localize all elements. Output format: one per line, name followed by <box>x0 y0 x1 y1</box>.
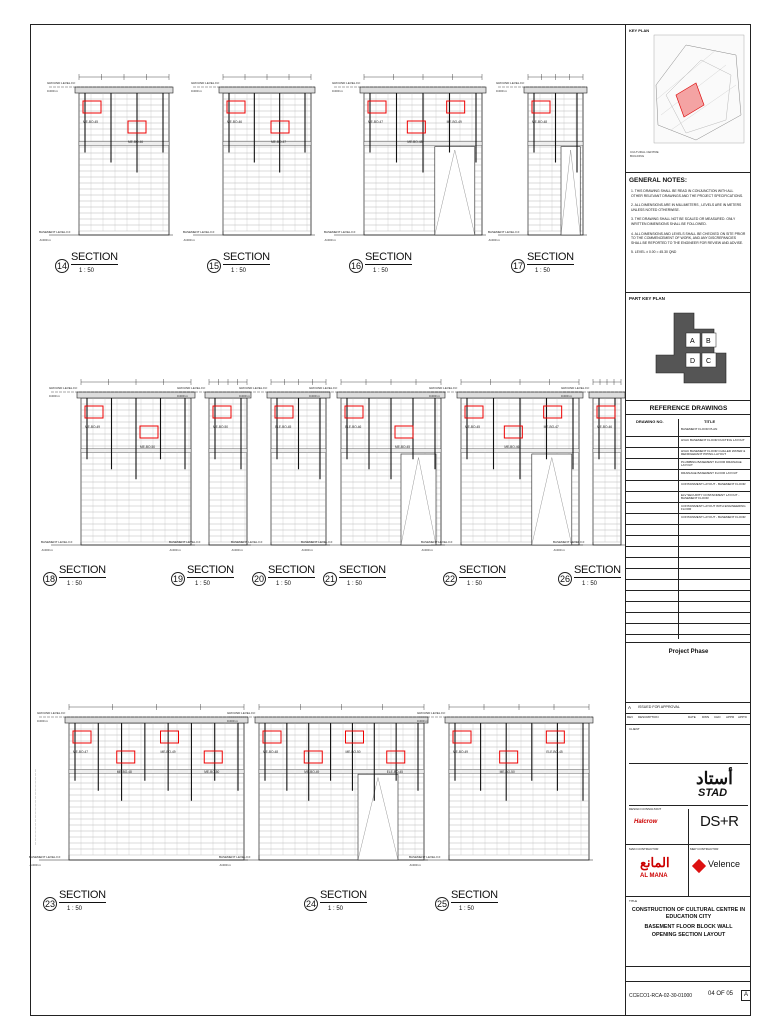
reference-title: DRAINAGE BASEMENT FLOOR LAYOUT <box>681 471 738 475</box>
ground-level-label: GROUND LEVEL F.F <box>37 711 66 715</box>
ground-level-label: GROUND LEVEL F.F <box>429 386 458 390</box>
reference-row <box>626 503 751 514</box>
project-title: CONSTRUCTION OF CULTURAL CENTRE IN EDUCATION CITY <box>631 907 746 920</box>
section-14-drawing <box>39 74 173 242</box>
opening-tag: ME-BO-46 <box>597 425 613 429</box>
basement-level-value: -6.000 m <box>169 548 181 552</box>
basement-level-value: -6.000 m <box>39 238 51 242</box>
sheet-side-notes: — — — — — — — — — — — — — — — — — — — — <box>33 769 37 845</box>
ground-level-label: GROUND LEVEL F.F <box>417 711 446 715</box>
basement-level-label: BASEMENT LEVEL F.F <box>553 540 585 544</box>
opening-tag: ME-BO-49 <box>85 425 101 429</box>
reference-row <box>626 426 751 437</box>
revision-header: DWN <box>702 715 710 719</box>
stad-logo: STAD <box>698 787 728 799</box>
section-scale: 1 : 50 <box>535 268 551 274</box>
basement-level-label: BASEMENT LEVEL F.F <box>324 230 356 234</box>
svg-text:CULTURAL CENTRE: CULTURAL CENTRE <box>630 150 659 154</box>
contractors-block: MAIN CONTRACTOR المانع AL MANA MEP CONTRACTOR Velence <box>626 845 751 897</box>
ground-level-value: 0.000 m <box>417 719 428 723</box>
velence-logo-mark <box>692 859 706 873</box>
section-18-drawing <box>41 379 195 552</box>
section-17-drawing <box>488 74 587 242</box>
opening-tag: ME-BO-49 <box>453 750 469 754</box>
section-title: SECTION <box>527 251 574 263</box>
ground-level-label: GROUND LEVEL F.F <box>309 386 338 390</box>
basement-level-value: -6.000 m <box>301 548 313 552</box>
section-number-19: 19 <box>172 574 183 584</box>
opening-tag: ME-BO-47 <box>543 425 559 429</box>
opening-tag: ME-BO-47 <box>271 140 287 144</box>
key-plan-label: KEY PLAN <box>629 28 650 33</box>
revision-block <box>626 703 751 725</box>
sections-drawing-area <box>31 25 625 1015</box>
drawing-number-block <box>626 967 751 1015</box>
basement-level-label: BASEMENT LEVEL F.F <box>421 540 453 544</box>
section-title: SECTION <box>187 564 234 576</box>
basement-level-value: -6.000 m <box>553 548 565 552</box>
reference-row <box>626 470 751 481</box>
ground-level-value: 0.000 m <box>49 394 60 398</box>
basement-level-value: -6.000 m <box>231 548 243 552</box>
ground-level-value: 0.000 m <box>429 394 440 398</box>
dsr-logo: DS+R <box>700 813 739 830</box>
part-key-plan-block <box>626 293 751 401</box>
section-scale: 1 : 50 <box>459 906 475 912</box>
reference-title: CONTAINMENT LAYOUT - BASEMENT FLOOR <box>681 482 746 486</box>
ground-level-value: 0.000 m <box>227 719 238 723</box>
zone-a: A <box>690 338 695 345</box>
svg-text:BUILDING: BUILDING <box>630 154 645 158</box>
basement-level-value: -6.000 m <box>409 863 421 867</box>
section-scale: 1 : 50 <box>467 581 483 587</box>
section-title: SECTION <box>223 251 270 263</box>
section-number-15: 15 <box>208 261 219 271</box>
section-title: SECTION <box>71 251 118 263</box>
opening-tag: ELE-BO-45 <box>386 770 404 774</box>
reference-drawings-title: REFERENCE DRAWINGS <box>626 405 751 415</box>
section-number-16: 16 <box>350 261 361 271</box>
section-25-drawing <box>409 704 593 867</box>
drawing-number: CCECO1-RCA-02-30-01000 <box>629 993 693 999</box>
ref-col-drawing-no: DRAWING NO. <box>636 419 664 424</box>
basement-level-value: -6.000 m <box>41 548 53 552</box>
ground-level-value: 0.000 m <box>191 89 202 93</box>
ground-level-value: 0.000 m <box>332 89 343 93</box>
ground-level-value: 0.000 m <box>309 394 320 398</box>
ref-col-title: TITLE <box>704 419 716 424</box>
basement-level-label: BASEMENT LEVEL F.F <box>231 540 263 544</box>
zone-c: C <box>706 358 712 365</box>
section-scale: 1 : 50 <box>231 268 247 274</box>
opening-tag: ME-BO-48 <box>407 140 423 144</box>
reference-row <box>626 514 751 525</box>
revision-headers <box>626 713 751 722</box>
sheet-number: 04 OF 05 <box>708 991 734 997</box>
drawing-title-block: TITLE CONSTRUCTION OF CULTURAL CENTRE IN EDUCATION CITY BASEMENT FLOOR BLOCK WALL OPENING SECTION LAYOUT <box>626 897 751 967</box>
reference-row <box>626 448 751 459</box>
ground-level-label: GROUND LEVEL F.F <box>49 386 78 390</box>
section-scale: 1 : 50 <box>582 581 598 587</box>
section-number-25: 25 <box>436 899 447 909</box>
section-22-drawing <box>421 379 583 552</box>
almana-logo-arabic: المانع <box>640 855 670 870</box>
ground-level-label: GROUND LEVEL F.F <box>561 386 590 390</box>
section-number-14: 14 <box>56 261 67 271</box>
section-scale: 1 : 50 <box>67 906 83 912</box>
reference-row <box>626 459 751 470</box>
opening-tag: ME-BO-50 <box>213 425 229 429</box>
reference-title: BASEMENT FLOOR PLAN <box>681 427 718 431</box>
opening-tag: ME-BO-47 <box>73 750 89 754</box>
opening-tag: ME-BO-48 <box>116 770 132 774</box>
ground-level-value: 0.000 m <box>177 394 188 398</box>
section-scale: 1 : 50 <box>79 268 95 274</box>
ground-level-label: GROUND LEVEL F.F <box>332 81 361 85</box>
section-title: SECTION <box>451 889 498 901</box>
general-notes-list <box>631 189 746 260</box>
client-block: CLIENT أستاد STAD DESIGN CONSULTANT Halcrow DS+R <box>626 725 751 845</box>
section-title: SECTION <box>59 889 106 901</box>
section-scale: 1 : 50 <box>276 581 292 587</box>
ground-level-value: 0.000 m <box>561 394 572 398</box>
section-number-22: 22 <box>444 574 455 584</box>
rev-description: ISSUED FOR APPROVAL <box>638 705 680 709</box>
general-notes-block <box>626 173 751 293</box>
section-24-drawing <box>219 704 428 867</box>
opening-tag: ME-BO-46 <box>504 445 520 449</box>
part-key-plan-label: PART KEY PLAN <box>629 296 665 301</box>
reference-row <box>626 481 751 492</box>
opening-tag: ME-BO-50 <box>140 445 156 449</box>
opening-tag: ME-BO-47 <box>368 120 384 124</box>
opening-tag: ELE-BO-46 <box>345 425 362 429</box>
opening-tag: ME-BO-45 <box>395 445 411 449</box>
general-notes-title: GENERAL NOTES: <box>629 177 688 184</box>
opening-tag: ELE-BO-45 <box>275 425 292 429</box>
ground-level-label: GROUND LEVEL F.F <box>496 81 525 85</box>
part-key-plan-diagram <box>626 293 751 401</box>
basement-level-value: -6.000 m <box>421 548 433 552</box>
drawing-sheet <box>30 24 751 1016</box>
ground-level-label: GROUND LEVEL F.F <box>177 386 206 390</box>
basement-level-label: BASEMENT LEVEL F.F <box>29 855 61 859</box>
general-note: 1. THIS DRAWING SHALL BE READ IN CONJUNCTION WITH ALL OTHER RELEVANT DRAWINGS AND THE PROJECT SPECIFICATIONS. <box>631 189 744 198</box>
opening-tag: ME-BO-46 <box>128 140 144 144</box>
general-note: 4. ALL DIMENSIONS AND LEVELS SHALL BE CHECKED ON SITE PRIOR TO THE COMMENCEMENT OF WORK, AND ANY DISCREPANCIES SHALL BE REPORTED TO THE ENGINEER FOR REVIEW AND ADVISE. <box>631 231 746 245</box>
velence-logo: Velence <box>708 859 741 869</box>
basement-level-value: -6.000 m <box>324 238 336 242</box>
section-scale: 1 : 50 <box>195 581 211 587</box>
project-phase-block <box>626 643 751 703</box>
almana-logo: AL MANA <box>640 873 668 879</box>
section-scale: 1 : 50 <box>328 906 344 912</box>
revision-header: DESCRIPTION <box>638 715 659 719</box>
basement-level-label: BASEMENT LEVEL F.F <box>41 540 73 544</box>
basement-level-label: BASEMENT LEVEL F.F <box>39 230 71 234</box>
reference-drawings-block <box>626 401 751 643</box>
title-block <box>625 25 750 1015</box>
basement-level-label: BASEMENT LEVEL F.F <box>488 230 520 234</box>
basement-level-label: BASEMENT LEVEL F.F <box>183 230 215 234</box>
section-title: SECTION <box>459 564 506 576</box>
ground-level-value: 0.000 m <box>37 719 48 723</box>
section-number-18: 18 <box>44 574 55 584</box>
revision-header: CHD <box>714 715 721 719</box>
reference-title: PLUMBING BASEMENT FLOOR DRAINAGE LAYOUT <box>681 460 742 468</box>
ground-level-label: GROUND LEVEL F.F <box>239 386 268 390</box>
ground-level-label: GROUND LEVEL F.F <box>191 81 220 85</box>
reference-drawings-table <box>626 426 751 635</box>
section-title: SECTION <box>574 564 621 576</box>
section-23-drawing <box>29 704 248 867</box>
zone-b: B <box>706 338 711 345</box>
revision-header: APPR <box>726 715 735 719</box>
section-scale: 1 : 50 <box>347 581 363 587</box>
section-title: SECTION <box>365 251 412 263</box>
opening-tag: ME-BO-46 <box>227 120 243 124</box>
reference-title: CONTAINMENT LAYOUT - BASEMENT FLOOR <box>681 515 746 519</box>
halcrow-logo: Halcrow <box>634 819 658 825</box>
zone-d: D <box>690 358 696 365</box>
opening-tag: ME-BO-48 <box>263 750 279 754</box>
opening-tag: ME-BO-50 <box>345 750 361 754</box>
reference-title: HVAC BASEMENT FLOOR CHILLED WATER & REFRIGERANT PIPING LAYOUT <box>681 449 746 457</box>
general-note: 5. LEVEL ± 0.00 = 45.30 QND <box>631 250 677 255</box>
basement-level-value: -6.000 m <box>488 238 500 242</box>
opening-tag: ME-BO-45 <box>83 120 99 124</box>
section-15-drawing <box>183 74 315 242</box>
opening-tag: ME-BO-48 <box>532 120 548 124</box>
opening-tag: ME-BO-49 <box>446 120 462 124</box>
reference-row <box>626 437 751 448</box>
sheet-revision: A <box>741 990 751 1001</box>
section-title: SECTION <box>320 889 367 901</box>
reference-row <box>626 492 751 503</box>
section-16-drawing <box>324 74 486 242</box>
opening-tag: ELE-BO-45 <box>546 750 563 754</box>
opening-tag: ME-BO-49 <box>304 770 320 774</box>
rev-letter: A <box>628 705 632 710</box>
section-number-26: 26 <box>559 574 570 584</box>
reference-title: CONTAINMENT LAYOUT WITH ENGINEERING FLOOR <box>681 504 746 512</box>
section-number-21: 21 <box>324 574 335 584</box>
stad-logo-arabic: أستاد <box>696 769 733 788</box>
section-number-20: 20 <box>253 574 264 584</box>
opening-tag: ME-BO-45 <box>465 425 481 429</box>
section-title: SECTION <box>59 564 106 576</box>
section-number-17: 17 <box>512 261 523 271</box>
opening-tag: ME-BO-49 <box>160 750 176 754</box>
section-scale: 1 : 50 <box>67 581 83 587</box>
basement-level-label: BASEMENT LEVEL F.F <box>219 855 251 859</box>
drawing-title: BASEMENT FLOOR BLOCK WALL OPENING SECTION LAYOUT <box>644 924 733 938</box>
ground-level-value: 0.000 m <box>496 89 507 93</box>
ground-level-value: 0.000 m <box>47 89 58 93</box>
opening-tag: ME-BO-50 <box>204 770 220 774</box>
key-plan-map <box>626 25 751 173</box>
revision-header: REV <box>627 715 634 719</box>
ground-level-label: GROUND LEVEL F.F <box>47 81 76 85</box>
reference-title: HVAC BASEMENT FLOOR DUCTING LAYOUT <box>681 438 745 442</box>
opening-tag: ME-BO-50 <box>499 770 515 774</box>
basement-level-label: BASEMENT LEVEL F.F <box>409 855 441 859</box>
basement-level-label: BASEMENT LEVEL F.F <box>301 540 333 544</box>
basement-level-value: -6.000 m <box>219 863 231 867</box>
basement-level-label: BASEMENT LEVEL F.F <box>169 540 201 544</box>
section-number-24: 24 <box>305 899 316 909</box>
general-note: 3. THE DRAWING SHALL NOT BE SCALED OR MEASURED. ONLY WRITTEN DIMENSIONS SHALL BE FOLLOWED. <box>631 217 736 226</box>
section-title: SECTION <box>339 564 386 576</box>
revision-header: APP'D <box>738 715 747 719</box>
ground-level-value: 0.000 m <box>239 394 250 398</box>
general-note: 2. ALL DIMENSIONS ARE IN MILLIMETERS , LEVELS ARE IN METERS UNLESS NOTED OTHERWISE. <box>631 203 742 212</box>
section-scale: 1 : 50 <box>373 268 389 274</box>
reference-title: ELV SECURITY CONTAINMENT LAYOUT - BASEMENT FLOOR <box>681 493 740 501</box>
project-phase-label: Project Phase <box>668 649 709 655</box>
section-title: SECTION <box>268 564 315 576</box>
basement-level-value: -6.000 m <box>183 238 195 242</box>
section-number-23: 23 <box>44 899 55 909</box>
revision-header: DATE <box>688 715 696 719</box>
key-plan-block <box>626 25 751 173</box>
basement-level-value: -6.000 m <box>29 863 41 867</box>
ground-level-label: GROUND LEVEL F.F <box>227 711 256 715</box>
